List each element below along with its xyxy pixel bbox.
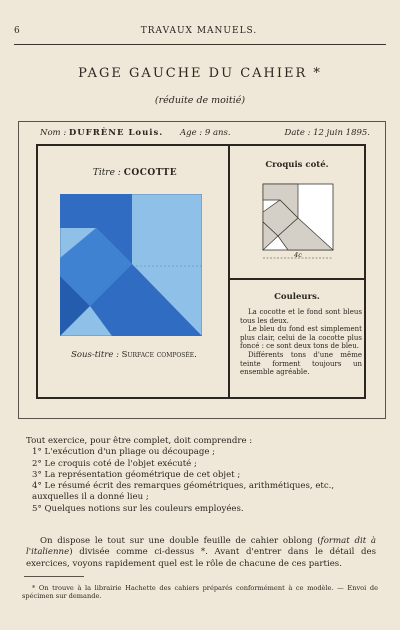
couleurs-text: [240, 308, 362, 377]
couleurs-title: Couleurs.: [274, 292, 320, 302]
sous-titre-label: Sous-titre :: [71, 350, 119, 360]
titre-label: Titre :: [92, 168, 121, 178]
paragraph-end: ) divisée comme ci-dessus *. Avant d'entrer dans le détail des exercices, voyons rapidement quel est le rôle de chacune de ces parties.: [26, 547, 376, 569]
couleurs-paragraph: Le bleu du fond est simplement plus clair, celui de la cocotte plus foncé : ce sont deux tons de bleu.: [240, 325, 362, 351]
exercise-item: 2° Le croquis coté de l'objet exécuté ;: [32, 458, 197, 469]
student-name: DUFRÈNE Louis.: [68, 128, 164, 138]
dimension-label: 4c: [294, 251, 302, 259]
paragraph-start: On dispose le tout sur une double feuille de cahier oblong (: [40, 536, 321, 546]
couleurs-paragraph: La cocotte et le fond sont bleus tous les deux.: [240, 308, 362, 325]
header-rule: [14, 44, 386, 45]
page-subtitle: (réduite de moitié): [154, 95, 246, 106]
cocotte-illustration: [60, 194, 202, 336]
page-number: 6: [14, 26, 21, 36]
titre-value: COCOTTE: [123, 168, 178, 178]
page-title: PAGE GAUCHE DU CAHIER *: [78, 66, 322, 81]
exercise-item: 1° L'exécution d'un pliage ou découpage ;: [32, 447, 216, 458]
croquis-title: Croquis coté.: [265, 160, 329, 170]
exercise-title: [40, 168, 230, 178]
frame-vertical-divider: [228, 146, 230, 397]
exercise-item: 3° La représentation géométrique de cet objet ;: [32, 469, 241, 480]
paragraph-italic: format dit à l'italienne: [26, 536, 376, 558]
exercise-intro: Tout exercice, pour être complet, doit comprendre :: [26, 436, 253, 446]
footnote: * On trouve à la librairie Hachette des cahiers préparés conformément à ce modèle. — Envoi de spécimen sur demande.: [22, 584, 378, 601]
frame-horizontal-divider: [230, 278, 364, 280]
exercise-item: 4° Le résumé écrit des remarques géométriques, arithmétiques, etc., auxquelles il a donné lieu ;: [32, 481, 335, 503]
page-header: [14, 26, 384, 40]
student-age: Age : 9 ans.: [180, 128, 231, 138]
layout-paragraph: [26, 536, 376, 570]
lesson-date: Date : 12 juin 1895.: [284, 128, 370, 138]
running-head: TRAVAUX MANUELS.: [140, 26, 258, 36]
exercise-item: 5° Quelques notions sur les couleurs employées.: [32, 503, 244, 514]
student-info-line: [40, 128, 370, 138]
sous-titre-value: Surface composée.: [121, 350, 197, 360]
exercise-list: [26, 436, 376, 515]
exercise-subtitle: [40, 350, 228, 360]
name-label: Nom :: [40, 128, 67, 138]
couleurs-paragraph: Différents tons d'une même teinte forment toujours un ensemble agréable.: [240, 350, 362, 377]
croquis-sketch: [258, 180, 342, 264]
footnote-rule: [24, 576, 84, 577]
